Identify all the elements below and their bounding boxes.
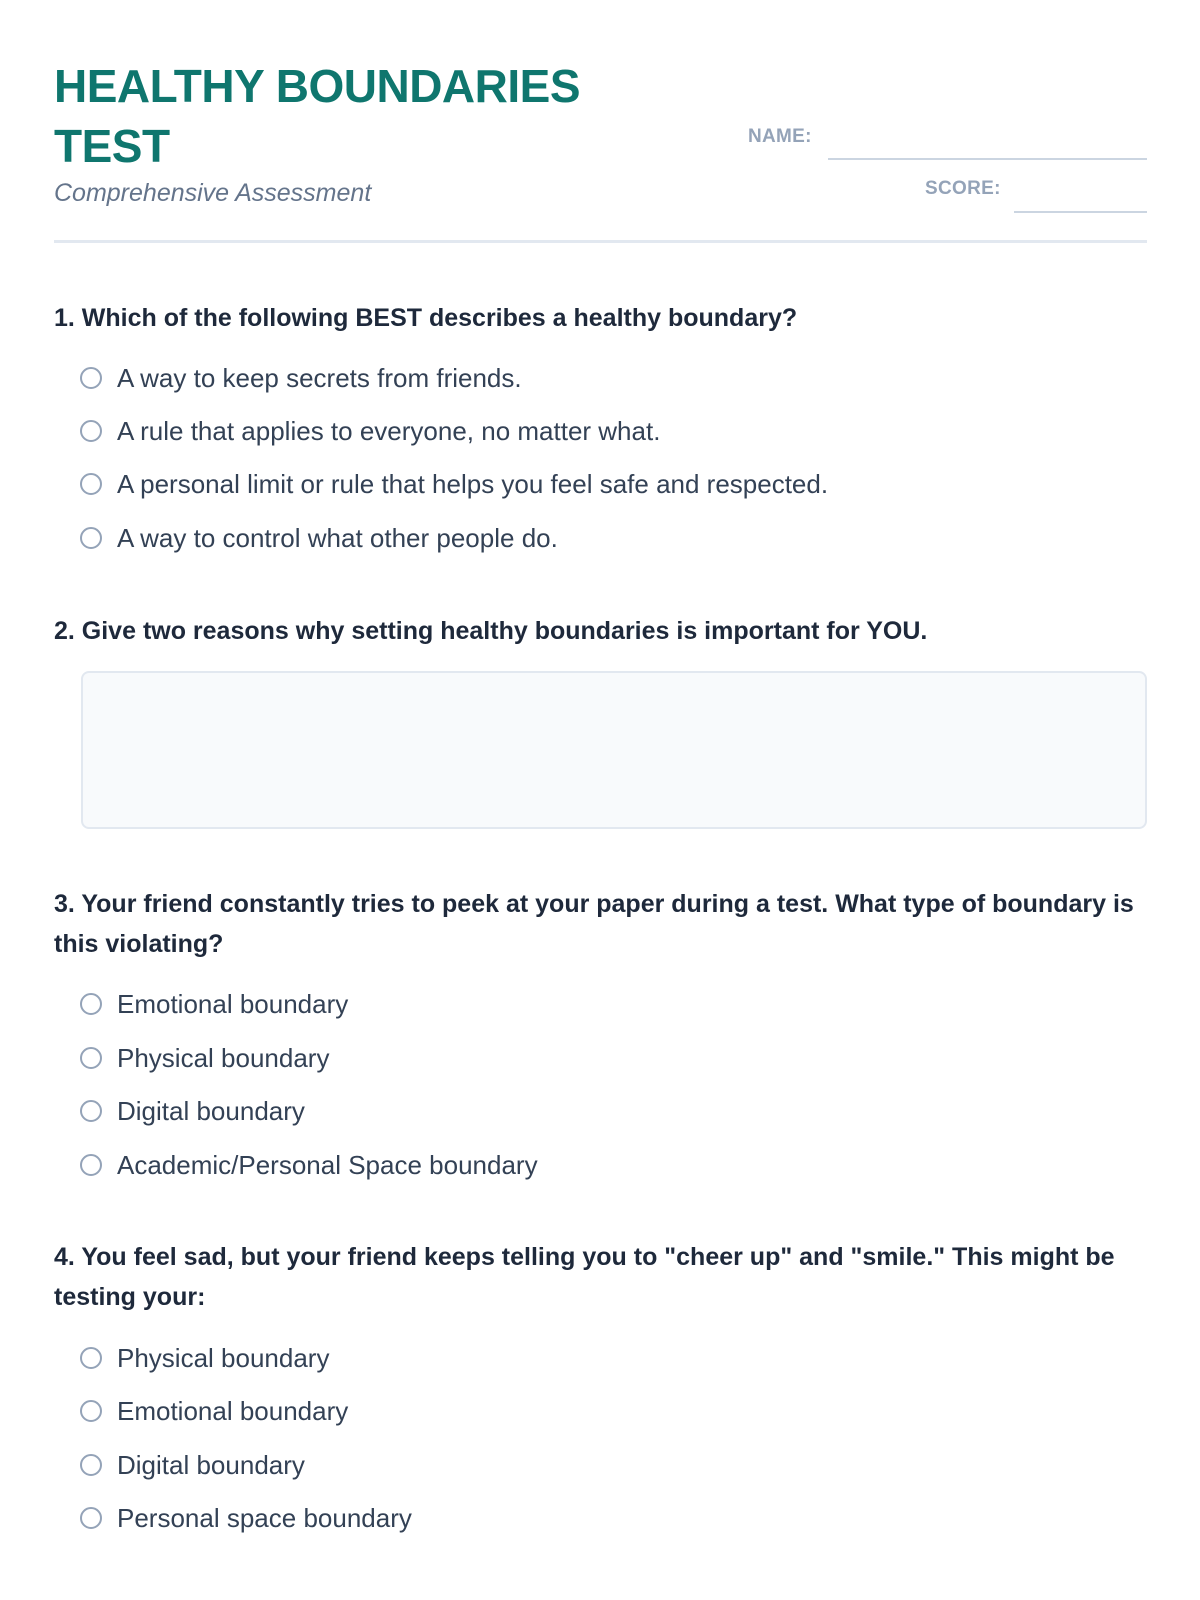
q3-option-3[interactable] (80, 1091, 305, 1131)
question-1: 1. Which of the following BEST describes a healthy boundary? (54, 304, 798, 332)
name-label: NAME: (748, 126, 812, 147)
radio-button[interactable] (80, 1454, 102, 1476)
test-header (54, 56, 1147, 244)
q3-option-4[interactable] (80, 1145, 538, 1185)
radio-button[interactable] (80, 993, 102, 1015)
radio-button[interactable] (80, 473, 102, 495)
option-label: A rule that applies to everyone, no matter what. (117, 416, 661, 446)
name-field[interactable] (828, 158, 1147, 160)
option-label: Digital boundary (117, 1450, 305, 1480)
question-2: 2. Give two reasons why setting healthy boundaries is important for YOU. (54, 617, 928, 645)
radio-button[interactable] (80, 1347, 102, 1369)
option-label: Physical boundary (117, 1043, 330, 1073)
option-label: Emotional boundary (117, 1396, 349, 1426)
radio-button[interactable] (80, 1047, 102, 1069)
score-field[interactable] (1014, 211, 1147, 213)
q4-option-4[interactable] (80, 1498, 412, 1538)
radio-button[interactable] (80, 1507, 102, 1529)
option-label: Emotional boundary (117, 989, 349, 1019)
q1-option-4[interactable] (80, 518, 558, 558)
test-page (54, 0, 1147, 1600)
q2-answer-box[interactable] (81, 671, 1147, 829)
q3-option-2[interactable] (80, 1038, 329, 1078)
q3-option-1[interactable] (80, 984, 348, 1024)
radio-button[interactable] (80, 1100, 102, 1122)
option-label: Academic/Personal Space boundary (117, 1150, 538, 1180)
q1-option-3[interactable] (80, 464, 828, 504)
option-label: A personal limit or rule that helps you feel safe and respected. (117, 469, 829, 499)
option-label: A way to control what other people do. (117, 523, 558, 553)
radio-button[interactable] (80, 420, 102, 442)
test-title: HEALTHY BOUNDARIES TEST (54, 60, 580, 172)
q4-option-1[interactable] (80, 1338, 329, 1378)
question-3: 3. Your friend constantly tries to peek at your paper during a test. What type of boundary is this violating? (54, 890, 1134, 958)
radio-button[interactable] (80, 1400, 102, 1422)
option-label: Personal space boundary (117, 1503, 412, 1533)
option-label: A way to keep secrets from friends. (117, 363, 522, 393)
radio-button[interactable] (80, 527, 102, 549)
option-label: Digital boundary (117, 1096, 305, 1126)
test-subtitle: Comprehensive Assessment (54, 179, 372, 207)
q4-option-2[interactable] (80, 1391, 348, 1431)
q4-option-3[interactable] (80, 1445, 305, 1485)
q1-option-2[interactable] (80, 411, 660, 451)
header-divider (54, 240, 1147, 243)
radio-button[interactable] (80, 367, 102, 389)
q1-option-1[interactable] (80, 358, 522, 398)
option-label: Physical boundary (117, 1343, 330, 1373)
radio-button[interactable] (80, 1154, 102, 1176)
question-4: 4. You feel sad, but your friend keeps telling you to "cheer up" and "smile." This might be testing your: (54, 1243, 1115, 1311)
score-label: SCORE: (925, 178, 1001, 199)
